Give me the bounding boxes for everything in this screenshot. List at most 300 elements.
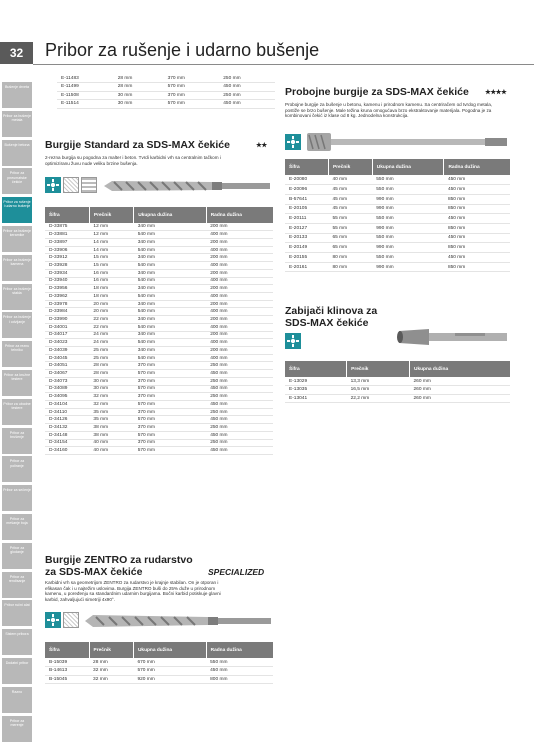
table-cell: D-33984	[45, 308, 89, 316]
sidebar-tab[interactable]: Pribor za sečenje	[2, 485, 32, 511]
table-cell: 30 mm	[89, 385, 133, 393]
column-header: Prečnik	[328, 159, 372, 175]
table-cell: 35 mm	[89, 416, 133, 424]
table-cell: 540 mm	[134, 308, 207, 316]
column-header: Šifra	[285, 361, 347, 377]
sds-max-icon	[45, 612, 61, 628]
table-cell: 45 mm	[328, 194, 372, 204]
table-cell: 45 mm	[328, 185, 372, 195]
sds-max-icon	[285, 333, 301, 349]
sidebar-tab[interactable]: Pribor za bušenje metala	[2, 111, 32, 137]
table-cell: 540 mm	[134, 323, 207, 331]
table-header-row	[45, 642, 273, 658]
table-cell: 400 mm	[206, 231, 273, 239]
table-row	[45, 277, 273, 285]
column-header: Radna dužina	[206, 642, 273, 658]
sidebar-tab[interactable]: Pribor za poliranje	[2, 456, 32, 482]
klin-title-line1: Zabijači klinova za	[285, 305, 378, 317]
top-continuation-table	[57, 74, 275, 109]
sidebar-tab[interactable]: Pribor za rendisanje	[2, 572, 32, 598]
table-cell: E-13029	[285, 377, 347, 386]
column-header: Šifra	[45, 642, 89, 658]
title-divider	[33, 64, 534, 65]
table-cell: D-34160	[45, 447, 89, 455]
table-cell: 250 mm	[206, 424, 273, 432]
column-header: Prečnik	[89, 207, 133, 223]
table-row	[45, 408, 273, 416]
anchor-setting-tool-image	[395, 325, 510, 349]
table-cell: D-34051	[45, 362, 89, 370]
table-row	[45, 223, 273, 231]
standard-description: 2-rezna burgija su pogodna za malter i beton. Tvrdi karbidni vrh sa centralnim tačkom i optimiziranu žuvu nude veliku brzine bušenja.	[45, 155, 221, 166]
column-header: Radna dužina	[206, 207, 273, 223]
table-cell: 260 mm	[410, 377, 511, 386]
table-cell: 14 mm	[89, 246, 133, 254]
table-row	[45, 439, 273, 447]
zentro-table	[45, 642, 273, 684]
column-header: Šifra	[45, 207, 89, 223]
table-cell: B-57641	[285, 194, 328, 204]
table-cell: 450 mm	[219, 83, 275, 92]
table-cell: 200 mm	[206, 316, 273, 324]
table-cell: 370 mm	[134, 408, 207, 416]
table-cell: 16 mm	[89, 277, 133, 285]
table-cell: E-13041	[285, 394, 347, 403]
table-cell: 30 mm	[114, 91, 164, 100]
table-cell: 250 mm	[206, 377, 273, 385]
table-cell: D-34001	[45, 323, 89, 331]
sidebar	[0, 0, 33, 755]
table-row	[285, 185, 510, 195]
table-row	[45, 316, 273, 324]
table-cell: 570 mm	[133, 667, 206, 676]
table-cell: 15 mm	[89, 254, 133, 262]
table-cell: 450 mm	[206, 401, 273, 409]
table-row	[45, 339, 273, 347]
table-cell: E-20133	[285, 233, 328, 243]
table-row	[285, 253, 510, 263]
table-cell: D-34017	[45, 331, 89, 339]
table-cell: D-33940	[45, 277, 89, 285]
table-cell: E-13035	[285, 386, 347, 395]
table-cell: 400 mm	[206, 292, 273, 300]
table-row	[45, 262, 273, 270]
sidebar-tab[interactable]: Razno	[2, 687, 32, 713]
table-cell: 250 mm	[206, 362, 273, 370]
table-cell: 55 mm	[328, 214, 372, 224]
zentro-title-line1: Burgije ZENTRO za rudarstvo	[45, 554, 193, 566]
table-row	[285, 262, 510, 272]
concrete-material-icon	[63, 177, 79, 193]
table-row	[285, 194, 510, 204]
table-cell: 450 mm	[206, 370, 273, 378]
table-row	[45, 401, 273, 409]
table-cell: 55 mm	[328, 223, 372, 233]
table-cell: 200 mm	[206, 223, 273, 231]
table-cell: 250 mm	[219, 74, 275, 83]
table-cell: 200 mm	[206, 269, 273, 277]
table-row	[285, 223, 510, 233]
table-cell: 340 mm	[134, 300, 207, 308]
table-row	[45, 354, 273, 362]
brick-material-icon	[81, 177, 97, 193]
table-cell: 370 mm	[134, 439, 207, 447]
table-cell: 370 mm	[164, 74, 220, 83]
table-cell: 450 mm	[206, 385, 273, 393]
table-row	[45, 231, 273, 239]
sidebar-tab[interactable]: Pribor za bušenje stakla	[2, 284, 32, 310]
table-cell: D-33934	[45, 269, 89, 277]
table-cell: 40 mm	[89, 439, 133, 447]
table-row	[45, 254, 273, 262]
standard-section-title: Burgije Standard za SDS-MAX čekiće	[45, 139, 230, 151]
table-cell: D-34073	[45, 377, 89, 385]
table-cell: 340 mm	[134, 223, 207, 231]
table-cell: 80 mm	[328, 262, 372, 272]
table-cell: 370 mm	[134, 362, 207, 370]
table-cell: D-34095	[45, 393, 89, 401]
table-cell: 450 mm	[206, 667, 273, 676]
table-cell: D-34126	[45, 416, 89, 424]
table-cell: 28 mm	[89, 658, 133, 667]
table-cell: 22,2 mm	[347, 394, 410, 403]
klin-title-line2: SDS-MAX čekiće	[285, 317, 369, 329]
table-cell: 340 mm	[134, 238, 207, 246]
table-cell: 25 mm	[89, 347, 133, 355]
standard-table	[45, 207, 273, 455]
table-cell: 200 mm	[206, 331, 273, 339]
table-cell: D-33875	[45, 223, 89, 231]
table-cell: B-15045	[45, 675, 89, 684]
sidebar-tab[interactable]: Bušenje drveta	[2, 82, 32, 108]
table-cell: 340 mm	[134, 254, 207, 262]
table-cell: 570 mm	[164, 83, 220, 92]
table-cell: 38 mm	[89, 431, 133, 439]
table-cell: 340 mm	[134, 331, 207, 339]
table-cell: 340 mm	[134, 285, 207, 293]
table-cell: 850 mm	[444, 262, 510, 272]
table-cell: 800 mm	[206, 675, 273, 684]
table-header-row	[285, 361, 510, 377]
column-header: Šifra	[285, 159, 328, 175]
table-cell: 550 mm	[372, 214, 444, 224]
table-row	[45, 416, 273, 424]
probojne-description: Probojne burgije za bušenje u betonu, kamenu i prirodnom kamenu. Sa centriračem od tvrdog metala, postiže se brzo bušenje. Male težina kruna omogućava brzo ekstraktovanje materijala. Pogodna je za kombinovani čekić iz klase od 8 kg. Jednodelna konstrukcija.	[285, 102, 493, 119]
table-cell: 20 mm	[89, 308, 133, 316]
sidebar-tab[interactable]: Pribor za bušenje i odvijanje	[2, 312, 32, 338]
table-cell: E-11483	[57, 74, 114, 83]
sidebar-tab[interactable]: Pribor za merenje	[2, 716, 32, 742]
table-cell: 400 mm	[206, 323, 273, 331]
table-row	[45, 246, 273, 254]
table-row	[45, 300, 273, 308]
table-row	[45, 675, 273, 684]
table-cell: 550 mm	[372, 233, 444, 243]
table-cell: E-11499	[57, 83, 114, 92]
table-cell: 250 mm	[206, 393, 273, 401]
table-cell: 540 mm	[134, 339, 207, 347]
table-cell: 15 mm	[89, 262, 133, 270]
table-cell: 550 mm	[206, 658, 273, 667]
sidebar-tab[interactable]: Sistem pribora	[2, 629, 32, 655]
table-row	[45, 393, 273, 401]
table-cell: 24 mm	[89, 339, 133, 347]
table-row	[45, 269, 273, 277]
table-row	[57, 74, 275, 83]
probojne-section-title: Probojne burgije za SDS-MAX čekiće	[285, 86, 469, 98]
table-cell: E-20155	[285, 253, 328, 263]
probojne-rating: ★★★★	[485, 89, 507, 96]
table-cell: 400 mm	[206, 354, 273, 362]
table-row	[45, 377, 273, 385]
sidebar-tab[interactable]: Pribor za rušenje i udarno bušenje	[2, 197, 32, 223]
table-cell: D-34023	[45, 339, 89, 347]
table-row	[285, 204, 510, 214]
table-cell: 28 mm	[89, 370, 133, 378]
table-cell: 38 mm	[89, 424, 133, 432]
table-cell: 260 mm	[410, 394, 511, 403]
table-cell: 570 mm	[134, 416, 207, 424]
table-cell: 450 mm	[444, 214, 510, 224]
table-row	[45, 424, 273, 432]
table-cell: D-34089	[45, 385, 89, 393]
page-title: Pribor za rušenje i udarno bušenje	[45, 40, 320, 60]
sds-max-icon	[285, 134, 301, 150]
table-cell: 540 mm	[134, 246, 207, 254]
table-cell: D-33990	[45, 316, 89, 324]
column-header: Ukupna dužina	[133, 642, 206, 658]
table-cell: E-20127	[285, 223, 328, 233]
table-cell: 340 mm	[134, 316, 207, 324]
table-cell: E-11514	[57, 100, 114, 109]
table-row	[57, 83, 275, 92]
table-cell: 22 mm	[89, 316, 133, 324]
sds-max-icon	[45, 177, 61, 193]
table-cell: 400 mm	[206, 308, 273, 316]
table-cell: D-34039	[45, 347, 89, 355]
table-cell: 450 mm	[206, 416, 273, 424]
table-row	[45, 292, 273, 300]
table-cell: D-34154	[45, 439, 89, 447]
sidebar-tab[interactable]: Pribor za glodanje	[2, 543, 32, 569]
sidebar-tab[interactable]: Pribor za pneumatske čekiće	[2, 168, 32, 194]
table-cell: 200 mm	[206, 254, 273, 262]
table-cell: 850 mm	[444, 243, 510, 253]
table-row	[45, 370, 273, 378]
table-cell: 12 mm	[89, 231, 133, 239]
table-cell: 370 mm	[164, 91, 220, 100]
table-cell: 340 mm	[134, 269, 207, 277]
table-cell: D-33956	[45, 285, 89, 293]
table-cell: 570 mm	[134, 370, 207, 378]
table-cell: 200 mm	[206, 347, 273, 355]
table-cell: 250 mm	[219, 91, 275, 100]
table-row	[45, 431, 273, 439]
specialized-badge: SPECIALIZED	[208, 567, 265, 577]
table-cell: 35 mm	[89, 408, 133, 416]
table-cell: D-34148	[45, 431, 89, 439]
standard-rating: ★★	[256, 142, 267, 149]
sidebar-tab[interactable]: Pribor za mešanje boja	[2, 514, 32, 540]
table-row	[45, 667, 273, 676]
table-cell: D-33962	[45, 292, 89, 300]
table-cell: 30 mm	[89, 377, 133, 385]
table-row	[285, 386, 510, 395]
table-cell: 32 mm	[89, 401, 133, 409]
table-cell: 920 mm	[133, 675, 206, 684]
table-cell: 990 mm	[372, 223, 444, 233]
table-cell: 260 mm	[410, 386, 511, 395]
column-header: Radna dužina	[444, 159, 510, 175]
table-cell: 990 mm	[372, 243, 444, 253]
table-cell: 670 mm	[133, 658, 206, 667]
column-header: Ukupna dužina	[134, 207, 207, 223]
table-cell: D-33906	[45, 246, 89, 254]
table-cell: 18 mm	[89, 292, 133, 300]
table-cell: 850 mm	[444, 204, 510, 214]
sidebar-tab[interactable]: Pribor ručni alat	[2, 600, 32, 626]
table-cell: E-20161	[285, 262, 328, 272]
table-cell: E-11508	[57, 91, 114, 100]
table-row	[285, 175, 510, 185]
table-cell: 450 mm	[444, 233, 510, 243]
table-cell: 24 mm	[89, 331, 133, 339]
table-row	[45, 238, 273, 246]
table-cell: D-33912	[45, 254, 89, 262]
sidebar-tab[interactable]: Pribor za kružne testere	[2, 370, 32, 396]
table-cell: E-20105	[285, 204, 328, 214]
table-cell: 540 mm	[134, 262, 207, 270]
table-cell: D-33978	[45, 300, 89, 308]
table-cell: 450 mm	[444, 175, 510, 185]
table-cell: D-33897	[45, 238, 89, 246]
table-cell: 32 mm	[89, 393, 133, 401]
table-cell: 400 mm	[206, 246, 273, 254]
table-cell: 850 mm	[444, 194, 510, 204]
table-header-row	[45, 207, 273, 223]
table-cell: 28 mm	[89, 362, 133, 370]
table-cell: 850 mm	[444, 223, 510, 233]
page-number: 32	[0, 42, 33, 64]
sidebar-tab[interactable]: Pribor za brušenje	[2, 428, 32, 454]
table-cell: B-15039	[45, 658, 89, 667]
table-cell: D-33881	[45, 231, 89, 239]
probojne-table	[285, 159, 510, 272]
table-cell: D-34067	[45, 370, 89, 378]
table-cell: 80 mm	[328, 253, 372, 263]
table-cell: E-20096	[285, 185, 328, 195]
table-row	[285, 377, 510, 386]
table-cell: 450 mm	[206, 431, 273, 439]
table-cell: 570 mm	[134, 431, 207, 439]
table-cell: 40 mm	[328, 175, 372, 185]
table-cell: 540 mm	[134, 292, 207, 300]
table-cell: 32 mm	[89, 675, 133, 684]
table-row	[45, 447, 273, 455]
table-cell: 65 mm	[328, 233, 372, 243]
table-cell: D-34045	[45, 354, 89, 362]
table-row	[45, 362, 273, 370]
column-header: Prečnik	[89, 642, 133, 658]
table-cell: 450 mm	[219, 100, 275, 109]
table-row	[285, 233, 510, 243]
table-cell: 550 mm	[372, 185, 444, 195]
table-row	[57, 100, 275, 109]
table-row	[285, 243, 510, 253]
table-cell: E-20149	[285, 243, 328, 253]
table-row	[45, 331, 273, 339]
table-cell: 65 mm	[328, 243, 372, 253]
sidebar-tab[interactable]: Pribor za ubodne testere	[2, 399, 32, 425]
table-cell: 22 mm	[89, 323, 133, 331]
table-cell: D-33928	[45, 262, 89, 270]
table-cell: B-14613	[45, 667, 89, 676]
table-cell: 12 mm	[89, 223, 133, 231]
table-cell: 370 mm	[134, 377, 207, 385]
table-cell: E-20111	[285, 214, 328, 224]
table-cell: 16 mm	[89, 269, 133, 277]
table-cell: 250 mm	[206, 408, 273, 416]
table-cell: 450 mm	[444, 253, 510, 263]
table-cell: 340 mm	[134, 347, 207, 355]
sidebar-tab[interactable]: Pribor za bušenje kamena	[2, 255, 32, 281]
sidebar-tab[interactable]: Dodatni pribor	[2, 658, 32, 684]
table-cell: 16,5 mm	[347, 386, 410, 395]
table-cell: 990 mm	[372, 204, 444, 214]
table-cell: D-34110	[45, 408, 89, 416]
table-cell: 990 mm	[372, 194, 444, 204]
klin-table	[285, 361, 510, 403]
table-row	[45, 385, 273, 393]
table-row	[45, 323, 273, 331]
sidebar-tab[interactable]: Pribor za reznu tehniku	[2, 341, 32, 367]
table-cell: 14 mm	[89, 238, 133, 246]
table-row	[57, 91, 275, 100]
table-cell: 200 mm	[206, 285, 273, 293]
sidebar-tab[interactable]: Pribor za bušenje keramike	[2, 226, 32, 252]
table-cell: 13,3 mm	[347, 377, 410, 386]
table-cell: 570 mm	[134, 385, 207, 393]
table-cell: 18 mm	[89, 285, 133, 293]
table-cell: 370 mm	[134, 393, 207, 401]
table-cell: 570 mm	[134, 401, 207, 409]
table-cell: 450 mm	[444, 185, 510, 195]
zentro-drill-bit-image	[82, 612, 273, 630]
table-header-row	[285, 159, 510, 175]
zentro-title-line2: za SDS-MAX čekiće	[45, 566, 143, 578]
zentro-description: Karbidni vrh sa geometrijom ZENTRO za rudarstvo je krajnje stabilan. On je otporan i efikasan čak i u najtežim uslovima. Burgija ZENTRO buši do 25% duže u prirodnom kamenu, u poređenju sa standardnim udarnim burgijama. Bočni karbid potiskuje glavni karbid, zahvaljujući simetriji 4x90°.	[45, 580, 221, 602]
table-cell: 200 mm	[206, 300, 273, 308]
table-cell: 450 mm	[206, 447, 273, 455]
table-cell: 40 mm	[89, 447, 133, 455]
table-cell: 28 mm	[114, 83, 164, 92]
sidebar-tab[interactable]: Bušenje betona	[2, 140, 32, 166]
table-cell: 28 mm	[114, 74, 164, 83]
table-cell: 400 mm	[206, 277, 273, 285]
table-row	[285, 214, 510, 224]
table-cell: 550 mm	[372, 175, 444, 185]
column-header: Ukupna dužina	[372, 159, 444, 175]
table-cell: 540 mm	[134, 277, 207, 285]
table-cell: 20 mm	[89, 300, 133, 308]
table-row	[45, 658, 273, 667]
table-cell: 32 mm	[89, 667, 133, 676]
column-header: Prečnik	[347, 361, 410, 377]
table-row	[285, 394, 510, 403]
table-cell: 30 mm	[114, 100, 164, 109]
table-cell: 540 mm	[134, 231, 207, 239]
table-cell: 25 mm	[89, 354, 133, 362]
